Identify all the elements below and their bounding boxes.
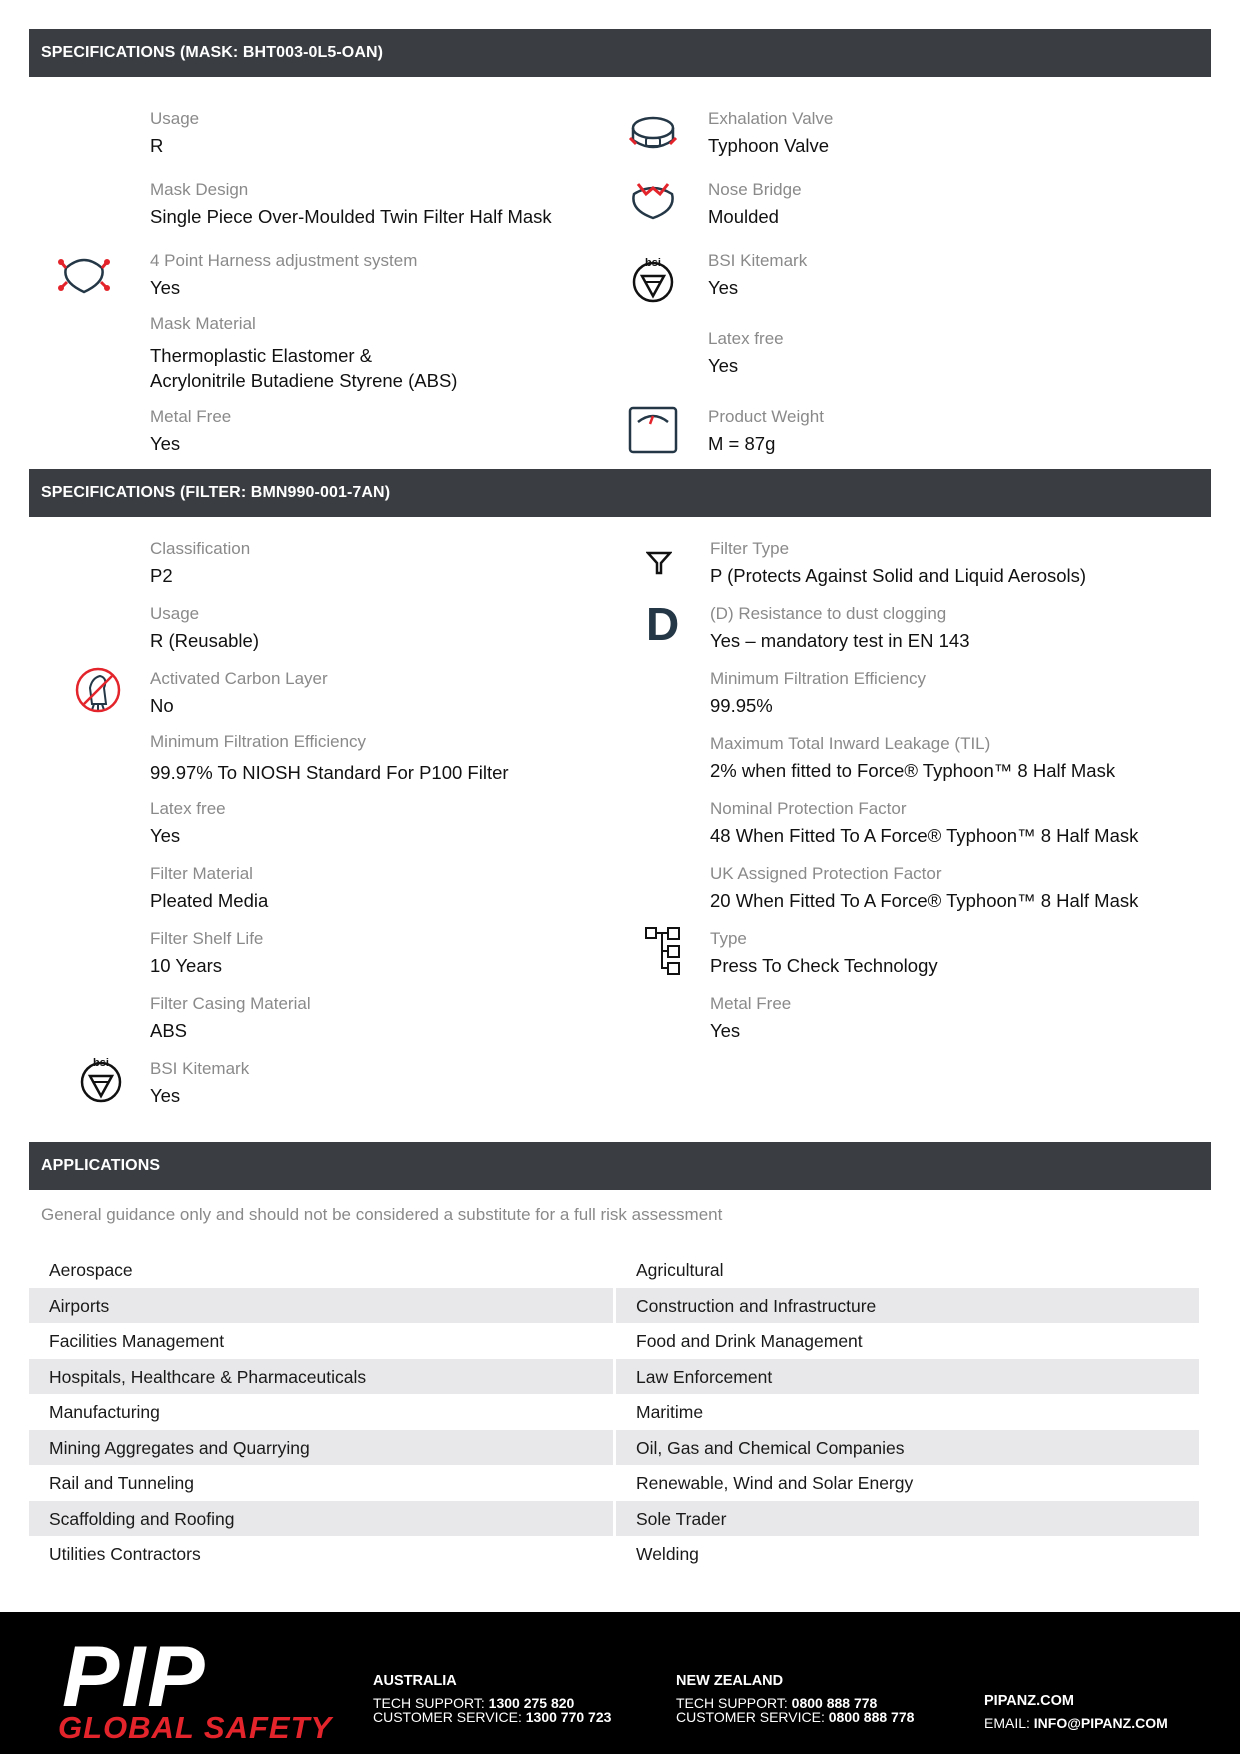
- spec-label: Exhalation Valve: [708, 109, 834, 128]
- spec-value: Single Piece Over-Moulded Twin Filter Half Mask: [150, 206, 552, 227]
- spec-classification: [150, 538, 250, 588]
- application-item: Construction and Infrastructure: [616, 1288, 1199, 1323]
- spec-label: UK Assigned Protection Factor: [710, 864, 942, 883]
- spec-mask-usage: [150, 108, 199, 158]
- application-item: Airports: [29, 1288, 613, 1323]
- spec-min-filtration: [710, 668, 926, 718]
- spec-label: Metal Free: [710, 994, 792, 1013]
- customer-service-number: 1300 770 723: [525, 1709, 612, 1725]
- spec-type: [710, 928, 938, 978]
- spec-value: Thermoplastic Elastomer &: [150, 345, 373, 366]
- spec-value: ABS: [150, 1020, 188, 1041]
- exhalation-valve-icon: [628, 114, 678, 156]
- website-link[interactable]: PIPANZ.COM: [984, 1693, 1074, 1709]
- spec-value: No: [150, 695, 174, 716]
- footer-new-zealand: [676, 1674, 914, 1724]
- spec-til: [710, 733, 1115, 783]
- applications-guidance: General guidance only and should not be considered a substitute for a full risk assessment: [41, 1205, 723, 1224]
- spec-value: R: [150, 135, 164, 156]
- application-item: Agricultural: [636, 1260, 724, 1280]
- mask-spec-header: SPECIFICATIONS (MASK: BHT003-0L5-OAN): [29, 29, 1211, 77]
- customer-service-number: 0800 888 778: [828, 1709, 915, 1725]
- spec-label: Nominal Protection Factor: [710, 799, 907, 818]
- spec-value: M = 87g: [708, 433, 776, 454]
- spec-value: Acrylonitrile Butadiene Styrene (ABS): [150, 370, 458, 391]
- application-item: Rail and Tunneling: [49, 1473, 194, 1493]
- bsi-kitemark-icon: [78, 1054, 124, 1104]
- spec-value: Yes: [708, 355, 739, 376]
- spec-filter-latex-free: [150, 798, 226, 848]
- application-item: Law Enforcement: [616, 1359, 1199, 1394]
- spec-filter-bsi-kitemark: [150, 1058, 249, 1108]
- spec-min-filtration-niosh: [150, 731, 509, 785]
- spec-value: 99.95%: [710, 695, 773, 716]
- kitemark-text: bsi: [645, 257, 661, 269]
- spec-value: R (Reusable): [150, 630, 259, 651]
- spec-label: Product Weight: [708, 407, 824, 426]
- spec-label: Filter Casing Material: [150, 994, 311, 1013]
- press-to-check-icon: [644, 926, 682, 976]
- spec-label: Filter Type: [710, 539, 790, 558]
- tech-support-label: TECH SUPPORT:: [676, 1695, 788, 1711]
- spec-value: 2% when fitted to Force® Typhoon™ 8 Half Mask: [710, 760, 1116, 781]
- spec-label: Usage: [150, 604, 200, 623]
- spec-mask-metal-free: [150, 406, 231, 456]
- spec-label: Latex free: [708, 329, 784, 348]
- spec-label: Type: [710, 929, 747, 948]
- spec-uk-protection: [710, 863, 1138, 913]
- application-item: Utilities Contractors: [49, 1544, 201, 1564]
- spec-nominal-protection: [710, 798, 1138, 848]
- spec-value: Yes: [150, 1085, 181, 1106]
- spec-mask-latex-free: [708, 328, 784, 378]
- spec-label: Minimum Filtration Efficiency: [150, 732, 367, 751]
- filter-funnel-icon: [646, 550, 672, 576]
- half-mask-harness-icon: [58, 252, 110, 296]
- footer-australia: [373, 1674, 611, 1724]
- spec-label: Latex free: [150, 799, 226, 818]
- spec-label: (D) Resistance to dust clogging: [710, 604, 947, 623]
- spec-value: 48 When Fitted To A Force® Typhoon™ 8 Half Mask: [710, 825, 1139, 846]
- spec-mask-material: [150, 313, 457, 393]
- spec-label: BSI Kitemark: [150, 1059, 250, 1078]
- spec-mask-design: [150, 179, 552, 229]
- spec-value: P2: [150, 565, 173, 586]
- application-item: Mining Aggregates and Quarrying: [29, 1430, 613, 1465]
- spec-mask-bsi-kitemark: [708, 250, 807, 300]
- spec-label: Filter Material: [150, 864, 253, 883]
- spec-value: 10 Years: [150, 955, 223, 976]
- spec-exhalation-valve: [708, 108, 833, 158]
- spec-value: Pleated Media: [150, 890, 269, 911]
- application-item: Renewable, Wind and Solar Energy: [636, 1473, 914, 1493]
- email-link[interactable]: INFO@PIPANZ.COM: [1033, 1715, 1168, 1731]
- spec-label: Usage: [150, 109, 200, 128]
- spec-value: 99.97% To NIOSH Standard For P100 Filter: [150, 762, 509, 783]
- customer-service-label: CUSTOMER SERVICE:: [373, 1709, 522, 1725]
- spec-label: Classification: [150, 539, 251, 558]
- applications-header: APPLICATIONS: [29, 1142, 1211, 1190]
- no-activated-carbon-icon: [74, 666, 122, 714]
- application-item: Hospitals, Healthcare & Pharmaceuticals: [29, 1359, 613, 1394]
- application-item: Aerospace: [49, 1260, 133, 1280]
- spec-value: P (Protects Against Solid and Liquid Aerosols): [710, 565, 1087, 586]
- spec-product-weight: [708, 406, 824, 456]
- logo-main-text: PIP: [62, 1638, 207, 1712]
- pip-logo: [62, 1638, 272, 1712]
- spec-value: Typhoon Valve: [708, 135, 830, 156]
- spec-mask-harness: [150, 250, 417, 300]
- email-label: EMAIL:: [984, 1715, 1030, 1731]
- spec-label: 4 Point Harness adjustment system: [150, 251, 418, 270]
- spec-filter-usage: [150, 603, 259, 653]
- spec-label: BSI Kitemark: [708, 251, 808, 270]
- nose-bridge-icon: [628, 180, 678, 222]
- spec-value: 20 When Fitted To A Force® Typhoon™ 8 Half Mask: [710, 890, 1139, 911]
- application-item: Sole Trader: [616, 1501, 1199, 1536]
- spec-nose-bridge: [708, 179, 802, 229]
- spec-filter-shelf-life: [150, 928, 263, 978]
- footer-heading: AUSTRALIA: [373, 1673, 457, 1689]
- spec-label: Metal Free: [150, 407, 232, 426]
- spec-value: Yes: [150, 277, 181, 298]
- footer-heading: NEW ZEALAND: [676, 1673, 784, 1689]
- spec-label: Minimum Filtration Efficiency: [710, 669, 927, 688]
- spec-label: Activated Carbon Layer: [150, 669, 328, 688]
- kitemark-text: bsi: [93, 1057, 109, 1069]
- spec-value: Yes: [708, 277, 739, 298]
- bsi-kitemark-icon: [630, 254, 676, 304]
- spec-filter-metal-free: [710, 993, 791, 1043]
- spec-filter-type: [710, 538, 1086, 588]
- spec-label: Maximum Total Inward Leakage (TIL): [710, 734, 991, 753]
- spec-activated-carbon: [150, 668, 328, 718]
- spec-filter-casing: [150, 993, 311, 1043]
- filter-spec-header: SPECIFICATIONS (FILTER: BMN990-001-7AN): [29, 469, 1211, 517]
- tech-support-number: 1300 275 820: [488, 1695, 575, 1711]
- spec-label: Nose Bridge: [708, 180, 802, 199]
- spec-label: Mask Material: [150, 314, 256, 333]
- spec-value: Yes – mandatory test in EN 143: [710, 630, 970, 651]
- spec-label: Mask Design: [150, 180, 249, 199]
- dust-clogging-d-icon: D: [646, 598, 680, 650]
- footer: [0, 1612, 1240, 1754]
- customer-service-label: CUSTOMER SERVICE:: [676, 1709, 825, 1725]
- tech-support-label: TECH SUPPORT:: [373, 1695, 485, 1711]
- application-item: Food and Drink Management: [636, 1331, 863, 1351]
- spec-filter-material: [150, 863, 268, 913]
- application-item: Welding: [636, 1544, 699, 1564]
- weight-scale-icon: [628, 406, 678, 454]
- spec-value: Yes: [150, 433, 181, 454]
- spec-value: Yes: [710, 1020, 741, 1041]
- logo-subtitle: GLOBAL SAFETY: [58, 1710, 333, 1745]
- spec-dust-clogging: [710, 603, 970, 653]
- footer-web: [984, 1694, 1168, 1730]
- application-item: Oil, Gas and Chemical Companies: [616, 1430, 1199, 1465]
- spec-value: Yes: [150, 825, 181, 846]
- spec-value: Press To Check Technology: [710, 955, 938, 976]
- spec-label: Filter Shelf Life: [150, 929, 264, 948]
- application-item: Maritime: [636, 1402, 704, 1422]
- application-item: Scaffolding and Roofing: [29, 1501, 613, 1536]
- application-item: Facilities Management: [49, 1331, 225, 1351]
- tech-support-number: 0800 888 778: [791, 1695, 878, 1711]
- application-item: Manufacturing: [49, 1402, 160, 1422]
- spec-value: Moulded: [708, 206, 779, 227]
